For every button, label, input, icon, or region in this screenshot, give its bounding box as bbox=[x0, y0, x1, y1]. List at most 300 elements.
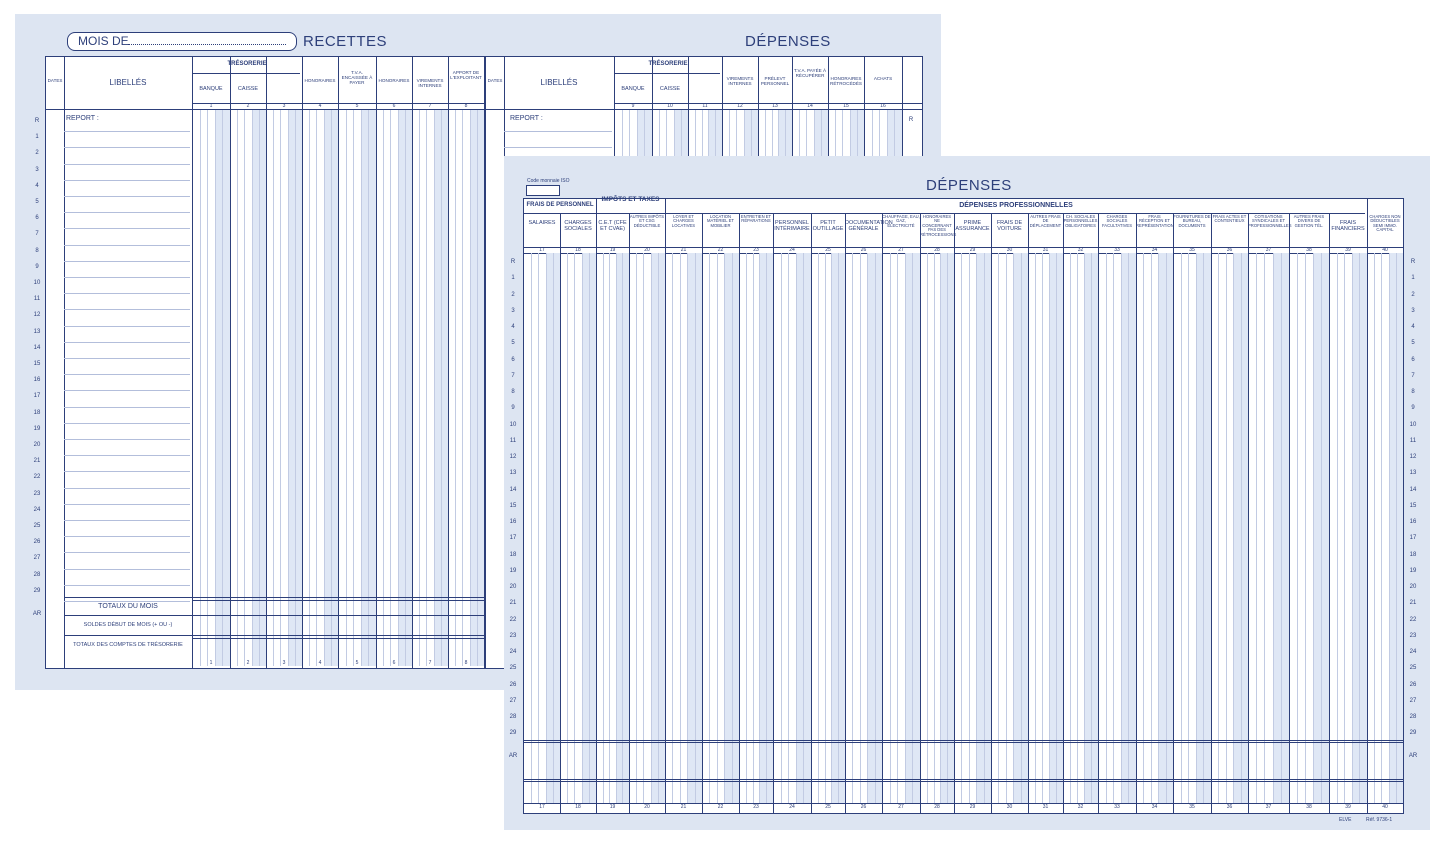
row-label-right: 27 bbox=[1409, 697, 1417, 704]
banque-header: BANQUE bbox=[621, 86, 645, 92]
col-divider bbox=[64, 57, 65, 668]
totaux-comptes-label: TOTAUX DES COMPTES DE TRÉSORERIE bbox=[73, 642, 183, 648]
row-label-right: 24 bbox=[1409, 649, 1417, 655]
col-divider bbox=[266, 57, 267, 668]
row-label-right: AR bbox=[1408, 752, 1418, 759]
col-27-fine-line bbox=[890, 253, 891, 803]
col-37-fine-line bbox=[1264, 253, 1265, 803]
libelle-row-line bbox=[64, 520, 190, 521]
col-38-fine-line bbox=[1313, 253, 1314, 803]
row-label-left: 1 bbox=[511, 275, 515, 282]
col-31-fine-line bbox=[1056, 253, 1057, 803]
tresorerie-header: TRÉSORERIE bbox=[227, 61, 267, 67]
recettes-col-fine-line bbox=[353, 109, 354, 666]
col-33-fine-line bbox=[1128, 253, 1129, 803]
col-number-bottom: 26 bbox=[860, 804, 867, 810]
recettes-col-number: 7 bbox=[428, 103, 432, 109]
depenses-col-number: 12 bbox=[737, 103, 743, 109]
depenses-col-header: HONORAIRES RÉTROCÉDÉS bbox=[830, 76, 862, 86]
col-32-fine-line bbox=[1091, 253, 1092, 803]
report-label: REPORT : bbox=[66, 115, 99, 122]
row-label: 27 bbox=[33, 555, 41, 562]
col-21-fine-line bbox=[695, 253, 696, 803]
recettes-col-header: HONORAIRES bbox=[304, 78, 336, 83]
row-label: 22 bbox=[33, 474, 41, 481]
col-28-fine-line bbox=[947, 253, 948, 803]
col-number-bottom: 24 bbox=[789, 804, 795, 810]
col-header: ENTRETIEN ET RÉPARATIONS bbox=[740, 214, 772, 224]
col-number: 31 bbox=[1042, 247, 1049, 253]
col-header: LOCATION MATÉRIEL ET MOBILIER bbox=[707, 214, 734, 228]
libelle-row-line bbox=[64, 212, 190, 213]
col-header: PERSONNEL INTÉRIMAIRE bbox=[774, 220, 810, 232]
col-19-fine-line bbox=[622, 253, 623, 803]
col-number-bottom: 35 bbox=[1189, 804, 1195, 810]
col-number-bottom: 28 bbox=[934, 804, 940, 810]
depenses-col-number: 11 bbox=[702, 103, 708, 109]
group-divider bbox=[665, 199, 666, 213]
libelles-header: LIBELLÉS bbox=[109, 78, 147, 87]
col-divider bbox=[991, 213, 992, 813]
row-label-left: 25 bbox=[509, 665, 517, 672]
col-17-fine-line bbox=[553, 253, 554, 803]
libelle-row-line bbox=[64, 552, 190, 553]
col-23-fine-line bbox=[753, 253, 754, 803]
col-22-fine-line bbox=[717, 253, 718, 803]
col-number: 29 bbox=[969, 247, 976, 253]
col-number: 20 bbox=[644, 247, 650, 253]
footer-ref: Réf. 9736-1 bbox=[1366, 817, 1393, 823]
col-25-fine-line bbox=[818, 253, 819, 803]
recettes-col-number: 1 bbox=[209, 103, 213, 109]
col-19-fine-line bbox=[616, 253, 617, 803]
col-number-bottom: 32 bbox=[1077, 804, 1084, 810]
col-divider bbox=[954, 213, 955, 813]
col-number: 30 bbox=[1006, 247, 1013, 253]
recettes-col-fine-line bbox=[215, 109, 216, 666]
row-label: 20 bbox=[33, 442, 41, 448]
col-header: LOYER ET CHARGES LOCATIVES bbox=[671, 214, 696, 228]
frais-personnel-header: FRAIS DE PERSONNEL bbox=[526, 202, 594, 208]
col-25-fine-line bbox=[838, 253, 839, 803]
col-23-fine-line bbox=[766, 253, 767, 803]
row-label-right: 11 bbox=[1409, 437, 1417, 444]
col-38-fine-line bbox=[1305, 253, 1306, 803]
row-label-right: 19 bbox=[1409, 567, 1417, 574]
row-label-right: 25 bbox=[1409, 665, 1417, 672]
col-38-fine-line bbox=[1297, 253, 1298, 803]
row-label-left: 29 bbox=[509, 730, 517, 737]
row-label-right: 12 bbox=[1409, 454, 1417, 460]
recettes-col-header: HONORAIRES bbox=[378, 78, 410, 83]
mois-de-label: MOIS DE bbox=[78, 34, 129, 48]
row-label-right: 23 bbox=[1409, 632, 1417, 639]
col-34-fine-line bbox=[1151, 253, 1152, 803]
libelles-header: LIBELLÉS bbox=[540, 78, 578, 87]
col-divider bbox=[376, 57, 377, 668]
libelle-row-line bbox=[64, 309, 190, 310]
recettes-col-number: 8 bbox=[464, 103, 468, 109]
col-header: FRAIS RÉCEPTION ET REPRÉSENTATION bbox=[1136, 214, 1174, 228]
totaux-line bbox=[64, 597, 484, 598]
col-40-fine-line bbox=[1374, 253, 1375, 803]
col-17-fine-line bbox=[531, 253, 532, 803]
row-label: 15 bbox=[33, 361, 41, 367]
row-label-left: 23 bbox=[509, 632, 517, 639]
recettes-col-number: 6 bbox=[392, 103, 396, 109]
col-divider bbox=[1063, 213, 1064, 813]
col-divider bbox=[1329, 213, 1330, 813]
col-number-bottom: 20 bbox=[644, 804, 650, 810]
row-label-left: 13 bbox=[509, 470, 517, 477]
col-21-fine-line bbox=[672, 253, 673, 803]
col-number-bottom: 23 bbox=[753, 804, 759, 810]
recettes-col-number-bottom: 4 bbox=[318, 660, 322, 666]
row-label-right: R bbox=[1410, 259, 1416, 265]
recettes-col-number-bottom: 7 bbox=[428, 660, 432, 666]
totals-line-double bbox=[524, 742, 1403, 743]
row-label: 8 bbox=[35, 247, 39, 254]
recettes-col-fine-line bbox=[259, 109, 260, 666]
recettes-col-fine-line bbox=[273, 109, 274, 666]
row-label-left: 21 bbox=[509, 600, 517, 607]
col-divider bbox=[192, 57, 193, 668]
depenses-col-number: 15 bbox=[843, 103, 849, 109]
recettes-col-number: 3 bbox=[282, 103, 286, 109]
row-label-left: 26 bbox=[509, 681, 517, 688]
row-label-right: 4 bbox=[1411, 324, 1415, 330]
row-label-right: 22 bbox=[1409, 616, 1417, 623]
recettes-col-fine-line bbox=[455, 109, 456, 666]
col-26-fine-line bbox=[875, 253, 876, 803]
col-37-fine-line bbox=[1256, 253, 1257, 803]
col-header: HONORAIRES NE CONCERNANT PAS DES RÉTROCESSIONS bbox=[920, 214, 957, 237]
col-20-fine-line bbox=[658, 253, 659, 803]
col-36-fine-line bbox=[1226, 253, 1227, 803]
row-label-right: 29 bbox=[1409, 730, 1417, 737]
col-17-fine-line bbox=[546, 253, 547, 803]
col-27-fine-line bbox=[912, 253, 913, 803]
row-label-right: 28 bbox=[1409, 714, 1417, 720]
row-label: 10 bbox=[33, 280, 41, 286]
col-number-bottom: 22 bbox=[717, 804, 724, 810]
col-19-fine-line bbox=[609, 253, 610, 803]
col-29-fine-line bbox=[969, 253, 970, 803]
col-header: FOURNITURES DE BUREAU, DOCUMENTS bbox=[1173, 214, 1211, 228]
col-divider bbox=[845, 213, 846, 813]
soldes-label: SOLDES DÉBUT DE MOIS (+ OU -) bbox=[83, 622, 173, 628]
col-35-fine-line bbox=[1181, 253, 1182, 803]
col-number: 33 bbox=[1114, 247, 1120, 253]
libelle-row-line bbox=[64, 196, 190, 197]
recettes-col-fine-line bbox=[477, 109, 478, 666]
recettes-col-fine-line bbox=[441, 109, 442, 666]
row-label: 11 bbox=[33, 296, 41, 303]
col-divider bbox=[1289, 213, 1290, 813]
col-number: 27 bbox=[898, 247, 904, 253]
col-number: 22 bbox=[717, 247, 724, 253]
recettes-col-fine-line bbox=[222, 109, 223, 666]
col-34-fine-line bbox=[1166, 253, 1167, 803]
col-divider bbox=[302, 57, 303, 668]
col-36-fine-line bbox=[1241, 253, 1242, 803]
col-28-fine-line bbox=[934, 253, 935, 803]
col-26-fine-line bbox=[852, 253, 853, 803]
recettes-col-number-bottom: 6 bbox=[392, 660, 396, 666]
row-label-left: 18 bbox=[509, 551, 517, 558]
col-22-fine-line bbox=[724, 253, 725, 803]
depenses-col-header: T.V.A. PAYÉE À RÉCUPÉRER bbox=[793, 68, 827, 78]
mois-de-field[interactable] bbox=[67, 32, 297, 51]
col-header: SALAIRES bbox=[528, 220, 556, 226]
col-18-fine-line bbox=[574, 253, 575, 803]
col-26-fine-line bbox=[860, 253, 861, 803]
col-34-fine-line bbox=[1143, 253, 1144, 803]
row-label: 25 bbox=[33, 523, 41, 529]
col-32-fine-line bbox=[1084, 253, 1085, 803]
depenses-title-left: DÉPENSES bbox=[745, 33, 831, 50]
col-divider bbox=[560, 213, 561, 813]
row-label-right: 16 bbox=[1409, 519, 1417, 525]
col-number-bottom: 36 bbox=[1226, 804, 1233, 810]
col-number-bottom: 30 bbox=[1006, 804, 1013, 810]
libelle-row-line bbox=[64, 423, 190, 424]
col-28-fine-line bbox=[927, 253, 928, 803]
row-label-right: 21 bbox=[1409, 600, 1417, 607]
col-number: 24 bbox=[789, 247, 795, 253]
libelle-row-line bbox=[64, 180, 190, 181]
libelle-row-line bbox=[504, 131, 612, 132]
col-36-fine-line bbox=[1233, 253, 1234, 803]
depenses-col-number: 10 bbox=[667, 103, 673, 109]
recettes-col-fine-line bbox=[295, 109, 296, 666]
col-33-fine-line bbox=[1106, 253, 1107, 803]
col-18-fine-line bbox=[582, 253, 583, 803]
col-header: FRAIS FINANCIERS bbox=[1331, 220, 1365, 232]
col-divider bbox=[1028, 213, 1029, 813]
col-divider bbox=[811, 213, 812, 813]
depenses-col-header: VIREMENTS INTERNES bbox=[726, 76, 754, 86]
row-label-left: 15 bbox=[509, 502, 517, 509]
row-label: 29 bbox=[33, 587, 41, 594]
row-label-left: 16 bbox=[509, 519, 517, 525]
recettes-col-fine-line bbox=[207, 109, 208, 666]
col-number-bottom: 34 bbox=[1151, 804, 1158, 810]
row-label-left: 10 bbox=[509, 421, 517, 428]
col-number: 40 bbox=[1382, 247, 1388, 253]
col-20-fine-line bbox=[651, 253, 652, 803]
col-divider bbox=[665, 213, 666, 813]
col-divider bbox=[702, 213, 703, 813]
col-40-fine-line bbox=[1389, 253, 1390, 803]
depenses-col-number: 16 bbox=[880, 103, 886, 109]
col-29-fine-line bbox=[984, 253, 985, 803]
col-header: AUTRES IMPÔTS ET CSG DÉDUCTIBLE bbox=[629, 214, 665, 228]
col-27-fine-line bbox=[897, 253, 898, 803]
libelle-row-line bbox=[64, 342, 190, 343]
libelle-row-line bbox=[64, 261, 190, 262]
row-label: 14 bbox=[33, 344, 41, 351]
col-29-fine-line bbox=[976, 253, 977, 803]
recettes-col-fine-line bbox=[434, 109, 435, 666]
recettes-col-fine-line bbox=[346, 109, 347, 666]
col-number-bottom: 39 bbox=[1345, 804, 1351, 810]
recettes-col-header: APPORT DE L'EXPLOITANT bbox=[450, 70, 482, 80]
recettes-col-number-bottom: 8 bbox=[464, 660, 468, 666]
recettes-col-number-bottom: 5 bbox=[355, 660, 359, 666]
col-header: CHARGES SOCIALES FACULTATIVES bbox=[1101, 214, 1132, 228]
recettes-col-header: VIREMENTS INTERNES bbox=[416, 78, 444, 88]
depenses-table bbox=[508, 196, 1418, 814]
col-divider bbox=[882, 213, 883, 813]
code-monnaie-field[interactable] bbox=[526, 185, 560, 196]
row-label-left: 8 bbox=[511, 389, 515, 395]
soldes-line bbox=[64, 615, 484, 616]
recettes-col-number: 5 bbox=[355, 103, 359, 109]
row-label: 16 bbox=[33, 377, 41, 384]
depenses-col-header: PRÉLEVT PERSONNEL bbox=[760, 76, 790, 86]
libelle-row-line bbox=[64, 439, 190, 440]
col-divider bbox=[1367, 199, 1368, 813]
col-divider bbox=[629, 213, 630, 813]
row-label-left: 12 bbox=[509, 454, 517, 460]
totaux-mois-label: TOTAUX DU MOIS bbox=[98, 603, 158, 610]
col-24-fine-line bbox=[781, 253, 782, 803]
col-header: DOCUMENTATION GÉNÉRALE bbox=[845, 220, 893, 232]
row-label-left: AR bbox=[508, 752, 518, 759]
col-header: CHAUFFAGE, EAU, GAZ, ÉLECTRICITÉ bbox=[882, 214, 920, 228]
dates-header: DATES bbox=[487, 78, 503, 83]
col-25-fine-line bbox=[831, 253, 832, 803]
totals-line bbox=[524, 740, 1403, 741]
col-28-fine-line bbox=[940, 253, 941, 803]
col-number: 39 bbox=[1345, 247, 1351, 253]
col-header: COTISATIONS SYNDICALES ET PROFESSIONNELLES bbox=[1248, 214, 1292, 228]
col-divider bbox=[1098, 213, 1099, 813]
row-label: 12 bbox=[33, 312, 41, 319]
col-number-bottom: 37 bbox=[1265, 804, 1272, 810]
col-21-fine-line bbox=[687, 253, 688, 803]
col-23-fine-line bbox=[746, 253, 747, 803]
depenses-pro-header: DÉPENSES PROFESSIONNELLES bbox=[959, 202, 1073, 209]
col-header: AUTRES FRAIS DE DÉPLACEMENT bbox=[1029, 214, 1062, 228]
row-label-left: 17 bbox=[509, 535, 517, 542]
recettes-col-fine-line bbox=[288, 109, 289, 666]
libelle-row-line bbox=[64, 601, 190, 602]
col-30-fine-line bbox=[998, 253, 999, 803]
libelle-row-line bbox=[64, 488, 190, 489]
col-29-fine-line bbox=[961, 253, 962, 803]
row-label-right: 17 bbox=[1409, 535, 1417, 542]
recettes-col-header: T.V.A. ENCAISSÉE À PAYER bbox=[341, 70, 373, 85]
libelle-row-line bbox=[64, 147, 190, 148]
col-divider bbox=[1173, 213, 1174, 813]
recettes-col-fine-line bbox=[405, 109, 406, 666]
col-30-fine-line bbox=[1013, 253, 1014, 803]
col-39-fine-line bbox=[1359, 253, 1360, 803]
col-header: AUTRES FRAIS DIVERS DE GESTION TÉL. bbox=[1293, 214, 1325, 228]
col-25-fine-line bbox=[825, 253, 826, 803]
recettes-title: RECETTES bbox=[303, 33, 388, 50]
col-number: 19 bbox=[609, 247, 616, 253]
row-label-left: 24 bbox=[509, 649, 517, 655]
col-number: 28 bbox=[934, 247, 940, 253]
row-label-left: 28 bbox=[509, 714, 517, 720]
col-header: FRAIS DE VOITURE bbox=[996, 220, 1023, 232]
col-32-fine-line bbox=[1070, 253, 1071, 803]
impots-taxes-header: IMPÔTS ET TAXES bbox=[601, 196, 660, 203]
row-label-right: 26 bbox=[1409, 681, 1417, 688]
col-number-bottom: 27 bbox=[898, 804, 904, 810]
recettes-table bbox=[32, 56, 485, 669]
col-number: 25 bbox=[825, 247, 831, 253]
depenses-col-header: ACHATS bbox=[873, 76, 893, 81]
col-divider bbox=[230, 57, 231, 668]
totals-line-2 bbox=[524, 779, 1403, 780]
col-30-fine-line bbox=[1021, 253, 1022, 803]
col-divider bbox=[338, 57, 339, 668]
totals-line-2-double bbox=[524, 781, 1403, 782]
col-17-fine-line bbox=[538, 253, 539, 803]
row-label: 23 bbox=[33, 490, 41, 497]
col-header: CH. SOCIALES PERSONNELLES OBLIGATOIRES bbox=[1063, 214, 1098, 228]
comptes-line bbox=[64, 635, 484, 636]
col-number: 34 bbox=[1151, 247, 1158, 253]
col-number-bottom: 33 bbox=[1114, 804, 1120, 810]
recettes-col-fine-line bbox=[383, 109, 384, 666]
libelle-row-line bbox=[64, 245, 190, 246]
col-24-fine-line bbox=[796, 253, 797, 803]
row-label: 24 bbox=[33, 506, 41, 513]
row-label-left: 27 bbox=[509, 697, 517, 704]
col-divider bbox=[448, 57, 449, 668]
col-37-fine-line bbox=[1273, 253, 1274, 803]
libelle-row-line bbox=[64, 358, 190, 359]
col-26-fine-line bbox=[867, 253, 868, 803]
col-header: CHARGES NON DÉDUCTIBLES SEMI IMMO. CAPITAL bbox=[1369, 214, 1401, 233]
col-number-bottom: 31 bbox=[1042, 804, 1049, 810]
recettes-col-number: 2 bbox=[246, 103, 250, 109]
depenses-title: DÉPENSES bbox=[926, 177, 1012, 194]
totaux-line-double bbox=[192, 600, 484, 601]
row-label: 17 bbox=[33, 393, 41, 400]
col-divider bbox=[773, 213, 774, 813]
col-number-bottom: 40 bbox=[1382, 804, 1388, 810]
libelle-row-line bbox=[64, 471, 190, 472]
row-label: 4 bbox=[35, 182, 39, 189]
col-header: C.E.T (CFE ET CVAE) bbox=[598, 220, 627, 232]
col-number: 38 bbox=[1306, 247, 1312, 253]
row-label-left: 14 bbox=[509, 486, 517, 493]
depenses-col-number: 14 bbox=[807, 103, 813, 109]
row-label-left: 19 bbox=[509, 567, 517, 574]
report-label: REPORT : bbox=[510, 115, 543, 122]
col-number: 23 bbox=[753, 247, 759, 253]
col-31-fine-line bbox=[1042, 253, 1043, 803]
dates-header: DATES bbox=[47, 78, 63, 83]
libelle-row-line bbox=[64, 504, 190, 505]
col-32-fine-line bbox=[1077, 253, 1078, 803]
depenses-col-number: 13 bbox=[772, 103, 778, 109]
col-divider bbox=[1211, 213, 1212, 813]
recettes-col-fine-line bbox=[426, 109, 427, 666]
col-number: 36 bbox=[1226, 247, 1233, 253]
col-number-bottom: 18 bbox=[575, 804, 581, 810]
row-label-right: 13 bbox=[1409, 470, 1417, 477]
libelle-row-line bbox=[64, 277, 190, 278]
libelle-row-line bbox=[64, 407, 190, 408]
depenses-col-number: 9 bbox=[631, 103, 635, 109]
